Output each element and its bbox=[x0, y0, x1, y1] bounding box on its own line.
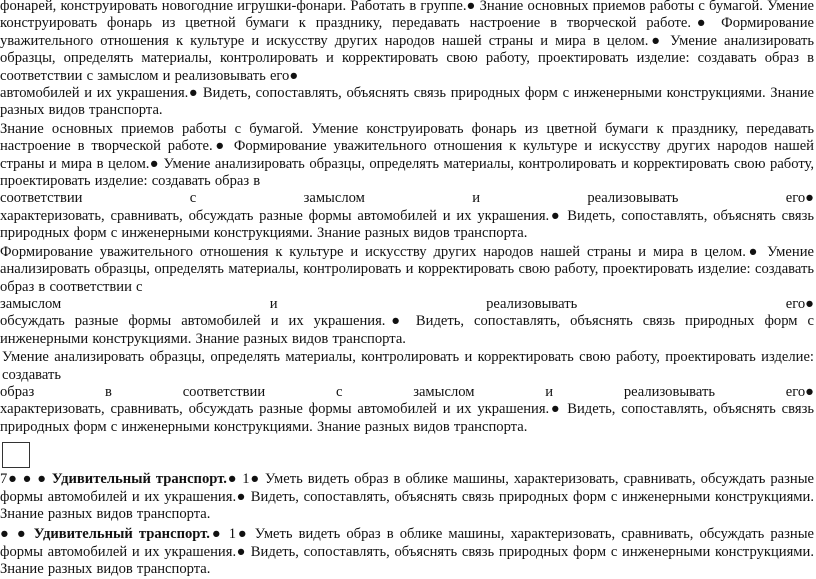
paragraph-block-3: Формирование уважительного отношения к культуре и искусству других народов нашей страны и мира в целом.● Умение анализировать образцы, определять материалы, контролировать и корректировать свою работу, проектировать изделие: создавать образ в соответствии с bbox=[0, 243, 814, 295]
spread-word: его● bbox=[785, 190, 814, 207]
lesson-entry-2 bbox=[0, 526, 814, 578]
spread-word: соответствии bbox=[0, 190, 83, 207]
spread-word: в bbox=[105, 383, 112, 400]
lesson-description: ● 1● Уметь видеть образ в облике машины, характеризовать, сравнивать, обсуждать разные формы автомобилей и их украшения.● Видеть, сопоставлять, объяснять связь природных форм с инженерными конструкциями. Знание разных видов транспорта. bbox=[0, 526, 814, 578]
lesson-prefix: ● ● bbox=[0, 526, 34, 543]
paragraph-block-2-cont: характеризовать, сравнивать, обсуждать разные формы автомобилей и их украшения.● Видеть, сопоставлять, объяснять связь природных форм с инженерными конструкциями. Знание разных видов транспорта. bbox=[0, 207, 814, 242]
spread-word: образ bbox=[0, 383, 35, 400]
spread-word: реализовывать bbox=[486, 295, 578, 312]
lesson-entry-1 bbox=[0, 471, 814, 523]
spread-word: его● bbox=[785, 295, 814, 312]
spread-word: и bbox=[472, 190, 480, 207]
lesson-title: Удивительный транспорт. bbox=[51, 471, 227, 488]
spread-word: реализовывать bbox=[623, 383, 715, 400]
lesson-description: ● 1● Уметь видеть образ в облике машины, характеризовать, сравнивать, обсуждать разные формы автомобилей и их украшения.● Видеть, сопоставлять, объяснять связь природных форм с инженерными конструкциями. Знание разных видов транспорта. bbox=[0, 471, 814, 522]
spread-word: с bbox=[189, 190, 197, 207]
spread-line-block-3 bbox=[0, 296, 814, 313]
paragraph-block-1: фонарей, конструировать новогодние игрушки-фонари. Работать в группе.● Знание основных приемов работы с бумагой. Умение конструировать фонарь из цветной бумаги к празднику, передавать настроение в творческой работе.● Формирование уважительного отношения к культуре и искусству других народов нашей страны и мира в целом.● Умение анализировать образцы, определять материалы, контролировать и корректировать свою работу, проектировать изделие: создавать образ в соответствии с замыслом и реализовывать его● bbox=[0, 0, 814, 84]
spread-word: реализовывать bbox=[587, 190, 679, 207]
spread-word: замыслом bbox=[413, 383, 475, 400]
spread-line-block-2 bbox=[0, 190, 814, 207]
spread-word: и bbox=[545, 383, 554, 400]
paragraph-block-4-cont: характеризовать, сравнивать, обсуждать разные формы автомобилей и их украшения.● Видеть, сопоставлять, объяснять связь природных форм с инженерными конструкциями. Знание разных видов транспорта. bbox=[0, 401, 814, 435]
spread-word: замыслом bbox=[303, 190, 365, 207]
lesson-title: Удивительный транспорт. bbox=[33, 526, 210, 543]
spread-word: замыслом bbox=[0, 295, 62, 312]
spread-word: и bbox=[269, 295, 278, 312]
spread-line-block-4 bbox=[0, 384, 814, 401]
paragraph-block-2: Знание основных приемов работы с бумагой. Умение конструировать фонарь из цветной бумаги к празднику, передавать настроение в творческой работе.● Формирование уважительного отношения к культуре и искусству других народов нашей страны и мира в целом.● Умение анализировать образцы, определять материалы, контролировать и корректировать свою работу, проектировать изделие: создавать образ в bbox=[0, 120, 814, 190]
spread-word: его● bbox=[785, 383, 814, 400]
paragraph-block-3-cont: обсуждать разные формы автомобилей и их украшения.● Видеть, сопоставлять, объяснять связь природных форм с инженерными конструкциями. Знание разных видов транспорта. bbox=[0, 313, 814, 347]
lesson-prefix: 7● ● ● bbox=[0, 471, 52, 488]
paragraph-block-4: Умение анализировать образцы, определять материалы, контролировать и корректировать свою работу, проектировать изделие: создавать bbox=[2, 349, 814, 383]
paragraph-block-1-cont: автомобилей и их украшения.● Видеть, сопоставлять, объяснять связь природных форм с инженерными конструкциями. Знание разных видов транспорта. bbox=[0, 85, 814, 119]
empty-checkbox[interactable] bbox=[2, 442, 30, 468]
spread-word: с bbox=[335, 383, 343, 400]
spread-word: соответствии bbox=[182, 383, 266, 400]
